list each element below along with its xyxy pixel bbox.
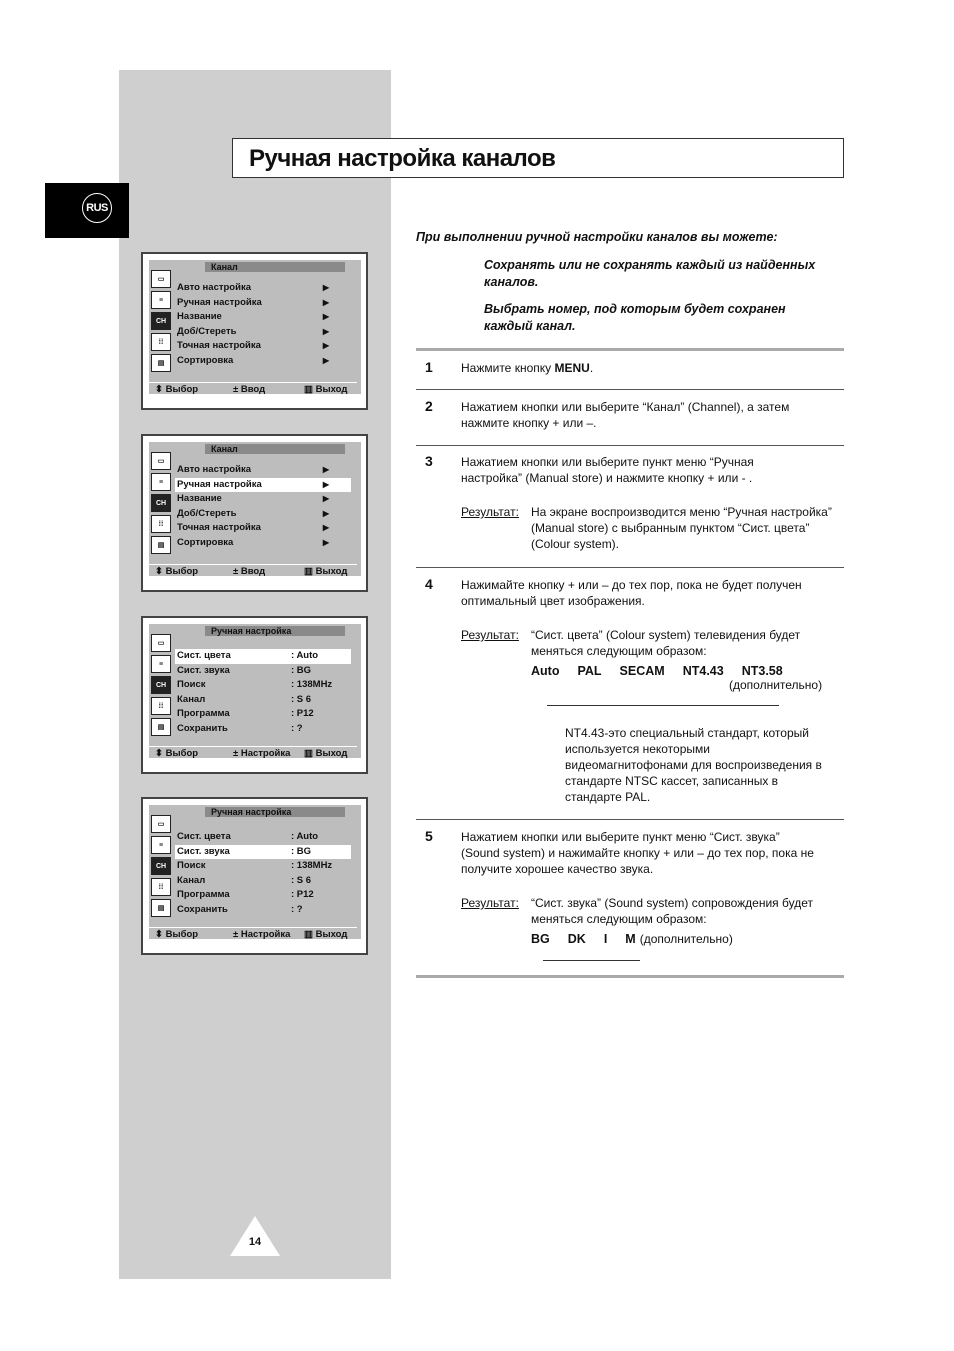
menu-item[interactable]: Сист. цвета : Auto — [177, 831, 319, 842]
menu-item[interactable]: Доб/Стереть ▶ — [175, 507, 351, 522]
film-icon: ≡ — [151, 291, 171, 309]
menu-item[interactable]: Ручная настройка ▶ — [175, 296, 351, 311]
osd-footer — [149, 927, 357, 940]
step-3-result: На экране воспроизводится меню “Ручная настройка” (Manual store) с выбранным пунктом “Сист. цвета” (Colour system). — [531, 505, 832, 551]
tv-icon: ▭ — [151, 452, 171, 470]
menu-item-selected[interactable]: Сист. цвета : Auto — [175, 649, 351, 664]
menu-item[interactable]: Точная настройка ▶ — [175, 521, 351, 536]
divider — [416, 389, 844, 390]
menu-item[interactable]: Доб/Стереть ▶ — [175, 325, 351, 340]
language-tab — [45, 183, 129, 238]
osd-footer — [149, 564, 357, 577]
arrow-right-icon: ▶ — [322, 523, 329, 532]
menu-item[interactable]: Авто настройка ▶ — [175, 463, 351, 478]
menu-item[interactable]: Сортировка ▶ — [175, 536, 351, 551]
menu-item[interactable]: Поиск : 138MHz — [177, 679, 333, 690]
equalizer-icon: ⁞⁞ — [151, 333, 171, 351]
step-4-result: “Сист. цвета” (Colour system) телевидения будет меняться следующим образом: — [531, 628, 801, 658]
step-number: 1 — [425, 359, 433, 375]
result-label: Результат: — [461, 628, 519, 642]
divider — [416, 445, 844, 446]
arrow-right-icon: ▶ — [322, 465, 329, 474]
intro-bullet-2: Выбрать номер, под которым будет сохранен каждый канал. — [484, 302, 786, 333]
arrow-right-icon: ▶ — [322, 283, 329, 292]
arrow-right-icon: ▶ — [322, 494, 329, 503]
menu-item[interactable]: Канал : S 6 — [177, 874, 312, 886]
intro-lead: При выполнении ручной настройки каналов вы можете: — [416, 230, 778, 244]
film-icon: ≡ — [151, 655, 171, 673]
step-4-text: Нажимайте кнопку + или – до тех пор, пока не будет получен оптимальный цвет изображения. — [461, 578, 802, 608]
arrow-right-icon: ▶ — [322, 508, 329, 518]
tv-icon: ▭ — [151, 634, 171, 652]
footer-exit: ▥ Выход — [304, 384, 348, 395]
step-5-result: “Сист. звука” (Sound system) сопровождения будет меняться следующим образом: — [531, 896, 813, 926]
setup-icon: ▤ — [151, 536, 171, 554]
footer-exit: ▥ Выход — [304, 566, 348, 577]
step-5-text: Нажатием кнопки или выберите пункт меню “Сист. звука” (Sound system) и нажимайте кнопку + или – до тех пор, пока не получите хорошее качество звука. — [461, 830, 814, 876]
note-rule — [543, 960, 640, 961]
step-number: 2 — [425, 398, 433, 414]
channel-icon: CH — [151, 857, 171, 875]
osd-header: Ручная настройка — [205, 807, 345, 817]
arrow-right-icon: ▶ — [322, 312, 329, 321]
footer-select: ⬍ Выбор — [155, 748, 199, 759]
tv-icon: ▭ — [151, 815, 171, 833]
divider — [416, 348, 844, 351]
step-number: 4 — [425, 576, 433, 592]
osd-screen-4 — [141, 797, 368, 955]
osd-screen-1 — [141, 252, 368, 410]
film-icon: ≡ — [151, 473, 171, 491]
menu-item[interactable]: Канал : S 6 — [177, 693, 312, 705]
arrow-right-icon: ▶ — [322, 326, 329, 336]
menu-item[interactable]: Программа : P12 — [177, 708, 314, 719]
channel-icon: CH — [151, 312, 171, 330]
menu-item[interactable]: Сохранить : ? — [177, 722, 303, 734]
arrow-right-icon: ▶ — [322, 355, 329, 365]
colour-system-options: Auto PAL SECAM NT4.43 NT3.58 — [531, 664, 783, 678]
footer-select: ⬍ Выбор — [155, 566, 199, 577]
page-title-box — [232, 138, 844, 178]
note-rule — [547, 705, 779, 706]
step-1-text: Нажмите кнопку MENU. — [461, 361, 594, 375]
arrow-right-icon: ▶ — [322, 537, 329, 547]
menu-item[interactable]: Авто настройка ▶ — [175, 281, 351, 296]
arrow-right-icon: ▶ — [322, 479, 329, 489]
menu-item[interactable]: Программа : P12 — [177, 889, 314, 900]
intro-bullet-1: Сохранять или не сохранять каждый из найденных каналов. — [484, 258, 816, 289]
sound-system-options: BG DK I M (дополнительно) — [531, 932, 733, 946]
nt443-note: NT4.43-это специальный стандарт, который используется некоторыми видеомагнитофонами для воспроизведения в стандарте NTSC кассет, записанных в стандарте PAL. — [565, 726, 822, 804]
menu-item[interactable]: Сист. звука : BG — [177, 664, 312, 676]
footer-select: ⬍ Выбор — [155, 929, 199, 940]
osd-header: Ручная настройка — [205, 626, 345, 636]
page-number: 14 — [248, 1236, 262, 1248]
channel-icon: CH — [151, 676, 171, 694]
osd-footer — [149, 746, 357, 759]
divider — [416, 975, 844, 978]
osd-header: Канал — [205, 444, 345, 454]
step-number: 3 — [425, 453, 433, 469]
footer-action: ± Настройка — [233, 748, 291, 759]
osd-screen-3 — [141, 616, 368, 774]
result-label: Результат: — [461, 896, 519, 910]
setup-icon: ▤ — [151, 354, 171, 372]
footer-exit: ▥ Выход — [304, 929, 348, 940]
footer-action: ± Ввод — [233, 566, 266, 577]
divider — [416, 819, 844, 820]
menu-item-selected[interactable]: Сист. звука : BG — [175, 845, 351, 860]
footer-action: ± Настройка — [233, 929, 291, 940]
footer-exit: ▥ Выход — [304, 748, 348, 759]
language-badge: RUS — [82, 193, 112, 223]
footer-select: ⬍ Выбор — [155, 384, 199, 395]
osd-footer — [149, 382, 357, 395]
menu-item[interactable]: Название ▶ — [175, 492, 351, 507]
tv-icon: ▭ — [151, 270, 171, 288]
step-number: 5 — [425, 828, 433, 844]
osd-header: Канал — [205, 262, 345, 272]
osd-screen-2 — [141, 434, 368, 592]
menu-item[interactable]: Сортировка ▶ — [175, 354, 351, 369]
arrow-right-icon: ▶ — [322, 341, 329, 350]
setup-icon: ▤ — [151, 718, 171, 736]
menu-item[interactable]: Название ▶ — [175, 310, 351, 325]
optional-note: (дополнительно) — [729, 678, 823, 692]
channel-icon: CH — [151, 494, 171, 512]
step-2-text: Нажатием кнопки или выберите “Канал” (Channel), а затем нажмите кнопку + или –. — [461, 400, 790, 430]
step-3-text: Нажатием кнопки или выберите пункт меню “Ручная настройка” (Manual store) и нажмите кнопку + или - . — [461, 455, 754, 485]
menu-item[interactable]: Точная настройка ▶ — [175, 339, 351, 354]
footer-action: ± Ввод — [233, 384, 266, 395]
menu-item-selected[interactable]: Ручная настройка ▶ — [175, 478, 351, 493]
menu-item[interactable]: Поиск : 138MHz — [177, 860, 333, 871]
setup-icon: ▤ — [151, 899, 171, 917]
film-icon: ≡ — [151, 836, 171, 854]
page-title: Ручная настройка каналов — [249, 145, 556, 172]
arrow-right-icon: ▶ — [322, 297, 329, 307]
divider — [416, 567, 844, 568]
menu-item[interactable]: Сохранить : ? — [177, 903, 303, 915]
equalizer-icon: ⁞⁞ — [151, 878, 171, 896]
equalizer-icon: ⁞⁞ — [151, 697, 171, 715]
result-label: Результат: — [461, 505, 519, 519]
equalizer-icon: ⁞⁞ — [151, 515, 171, 533]
